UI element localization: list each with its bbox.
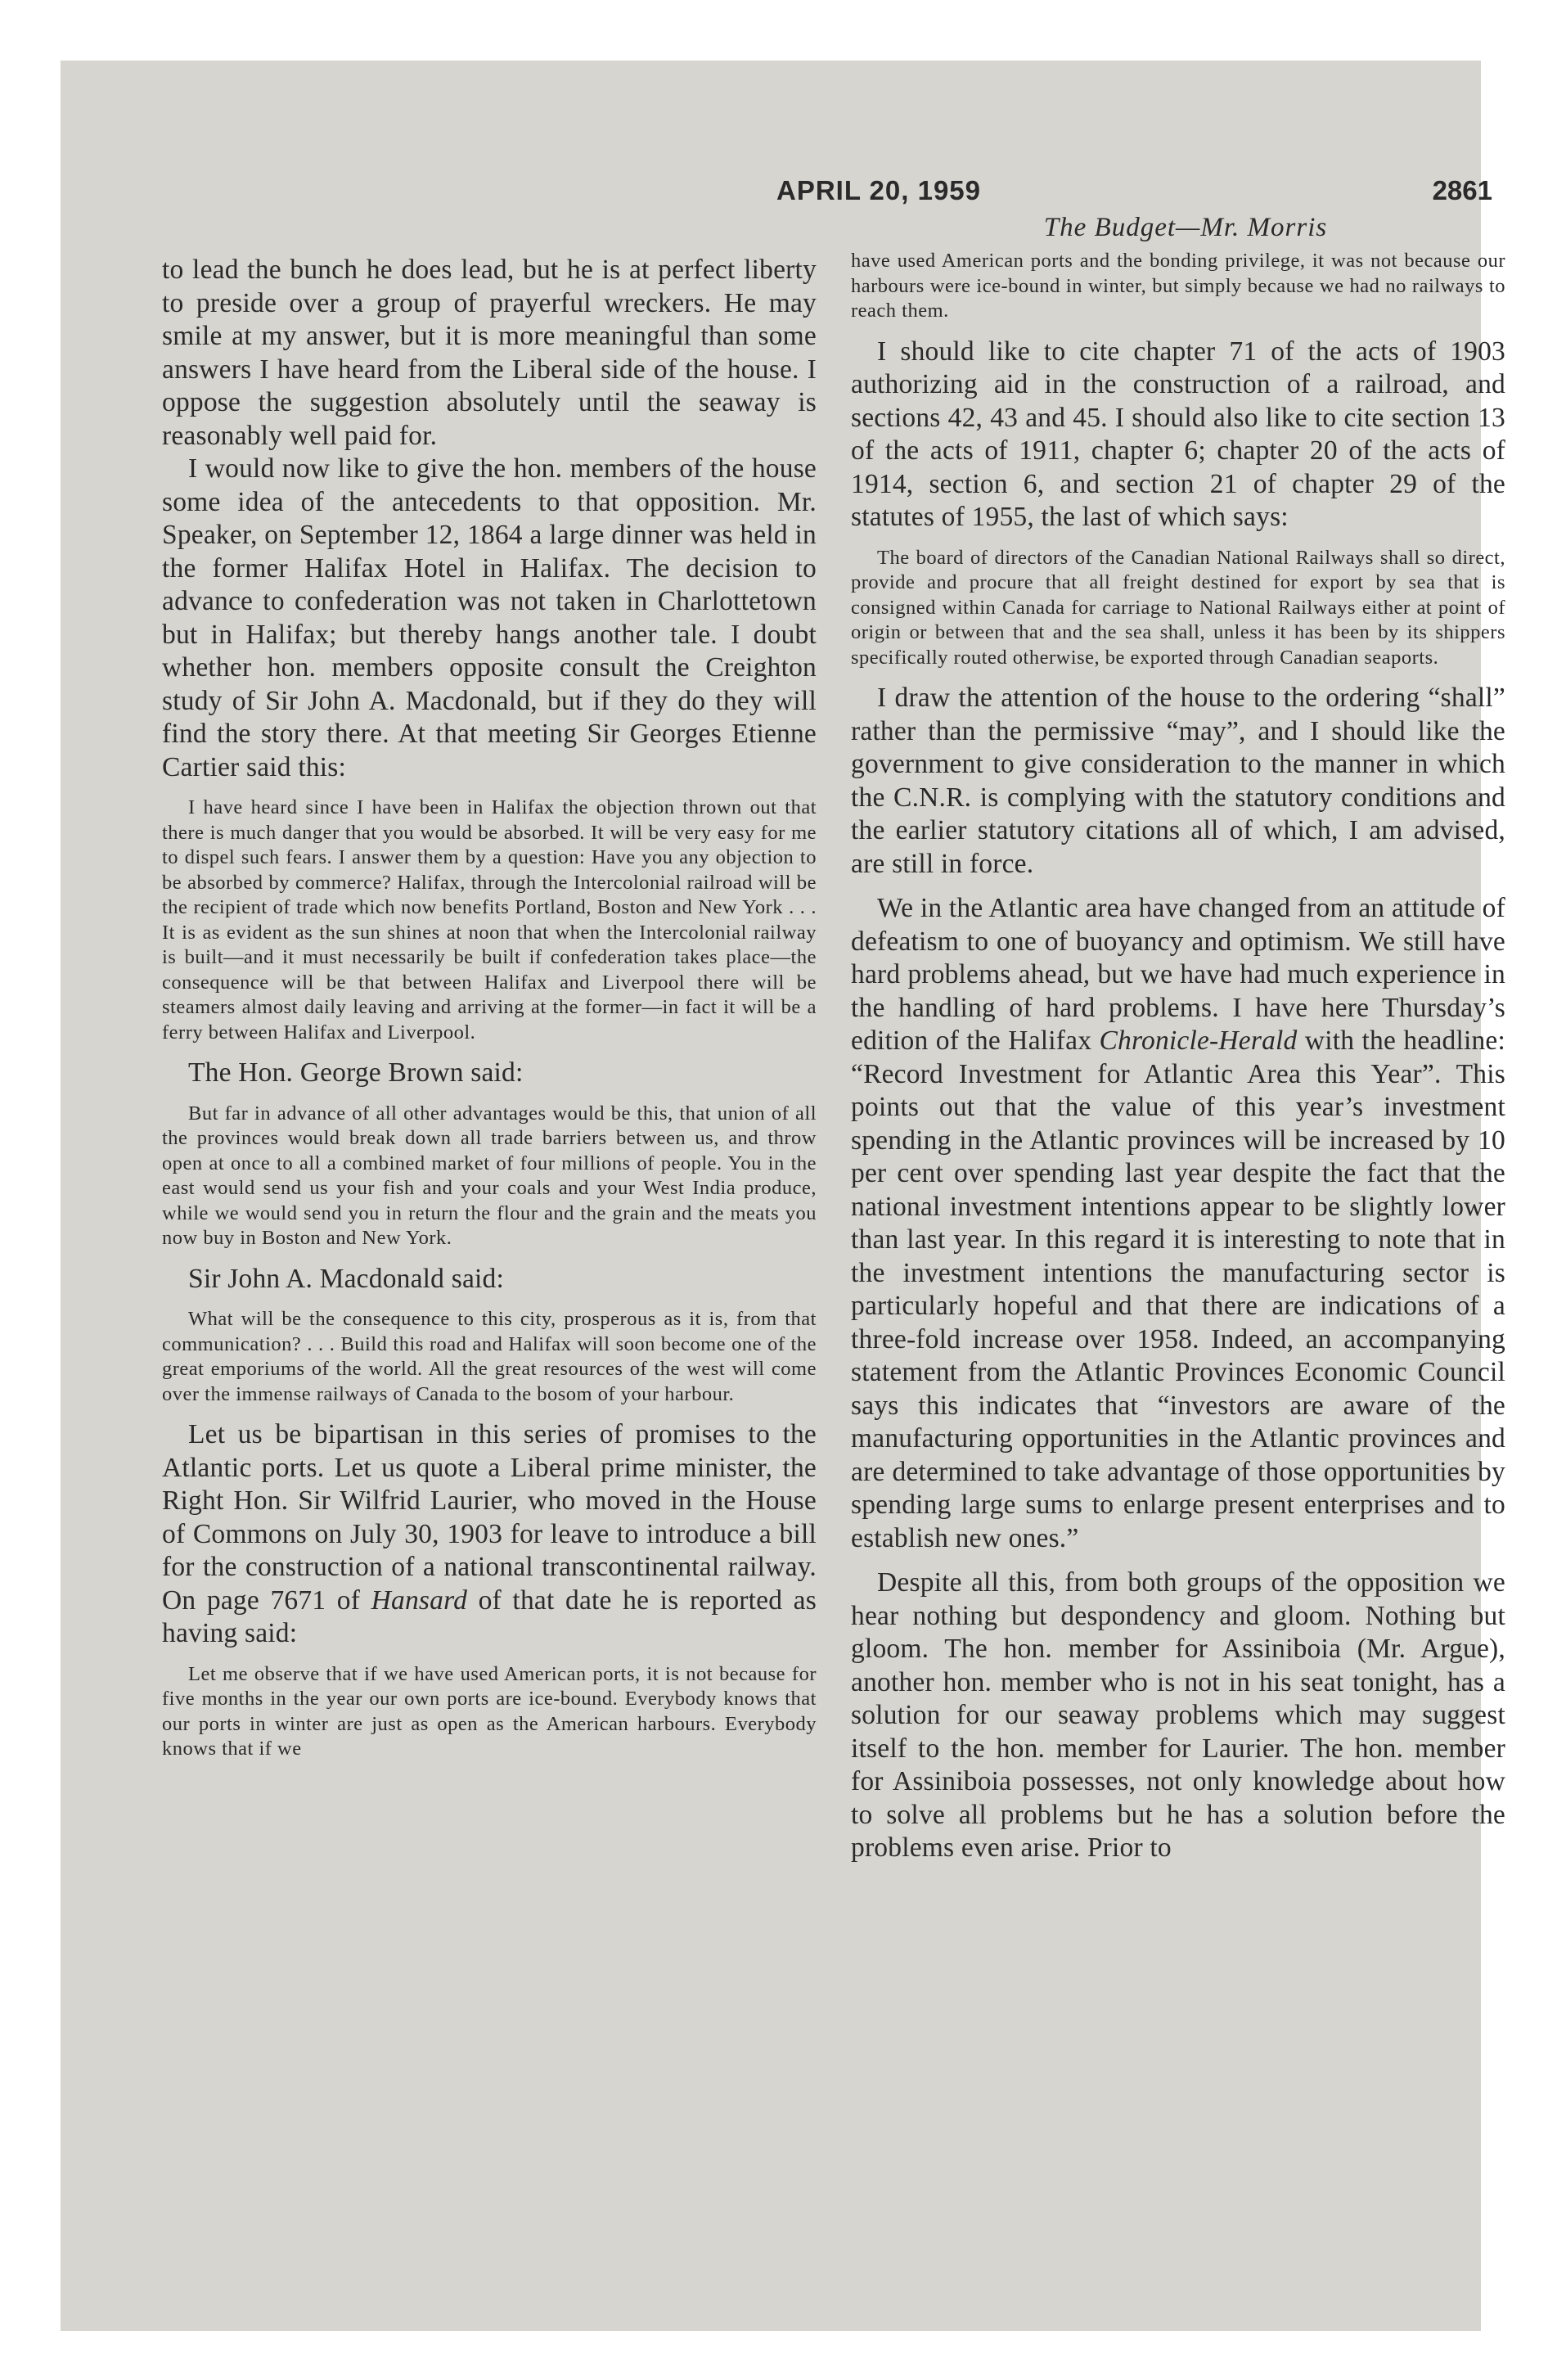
text-run: with the headline: “Record Investment for Atlantic Area this Year”. This points out that the value of this year’s investment spending in the Atlantic provinces will be increased by 10 per cent over spending last year despite the fact that the national investment intentions appear to be slightly lower than last year. In this regard it is interesting to note that in the investment intentions the manufacturing sector is particularly hopeful and that there are indications of a three-fold increase over 1958. Indeed, an accompanying statement from the Atlantic Provinces Economic Council says this indicates that “investors are aware of the manufacturing opportunities in the Atlantic provinces and are determined to take advantage of those opportunities by spending large sums to enlarge present enterprises and to establish new ones.” [851, 1025, 1505, 1553]
block-quote-continued: have used American ports and the bonding privilege, it was not because our harbours were ice-bound in winter, but simply because we had no railways to reach them. [851, 250, 1505, 322]
document-page [61, 61, 1505, 2331]
text-run: We in the Atlantic area have changed from an attitude of defeatism to one of buoyancy and optimism. We still have hard problems ahead, but we have had much experience in the handling of hard problems. I have here Thursday’s edition of the Halifax [851, 893, 1505, 1056]
scanned-page-background [61, 61, 1505, 2331]
paragraph [851, 892, 1505, 1555]
text-run: of that date he is reported as having said: [162, 1584, 817, 1648]
paragraph: to lead the bunch he does lead, but he is at perfect liberty to preside over a group of prayerful wreckers. He may smile at my answer, but it is more meaningful than some answers I have heard from the Liberal side of the house. I oppose the suggestion absolutely until the seaway is reasonably well paid for. [162, 255, 817, 451]
block-quote: I have heard since I have been in Halifax the objection thrown out that there is much danger that you would be absorbed. It will be very easy for me to dispel such fears. I answer them by a question: Have you any objection to be absorbed by commerce? Halifax, through the Intercolonial railroad will be the recipient of trade which now benefits Portland, Boston and New York . . . It is as evident as the sun shines at noon that when the Intercolonial railway is built—and it must necessarily be built if confederation takes place—the consequence will be that between Halifax and Liverpool there will be steamers almost daily leaving and arriving at the former—in fact it will be a ferry between Halifax and Liverpool. [162, 796, 817, 1044]
paragraph: I would now like to give the hon. members of the house some idea of the antecedents to that opposition. Mr. Speaker, on September 12, 1864 a large dinner was held in the former Halifax Hotel in Halifax. The decision to advance to confederation was not taken in Charlottetown but in Halifax; but thereby hangs another tale. I doubt whether hon. members opposite consult the Creighton study of Sir John A. Macdonald, but if they do they will find the story there. At that meeting Sir Georges Etienne Cartier said this: [162, 453, 817, 782]
speaker-intro: Sir John A. Macdonald said: [188, 1263, 504, 1294]
running-title: The Budget—Mr. Morris [1043, 213, 1328, 242]
italic-title: Chronicle-Herald [1099, 1025, 1298, 1056]
speaker-intro: The Hon. George Brown said: [188, 1057, 524, 1088]
italic-title: Hansard [371, 1584, 468, 1616]
block-quote: The board of directors of the Canadian National Railways shall so direct, provide and procure that all freight destined for export by sea that is consigned within Canada for carriage to National Railways either at point of origin or between that and the sea shall, unless it has been by its shippers specifically routed otherwise, be exported through Canadian seaports. [851, 546, 1505, 669]
paragraph: I should like to cite chapter 71 of the acts of 1903 authorizing aid in the construction of a railroad, and sections 42, 43 and 45. I should also like to cite section 13 of the acts of 1911, chapter 6; chapter 20 of the acts of 1914, section 6, and section 21 of chapter 29 of the statutes of 1955, the last of which says: [851, 336, 1505, 532]
header-date: APRIL 20, 1959 [776, 175, 982, 205]
page-number: 2861 [1432, 175, 1492, 205]
block-quote: What will be the consequence to this city, prosperous as it is, from that communication? . . . Build this road and Halifax will soon become one of the great emporiums of the world. All the great resources of the west will come over the immense railways of Canada to the bosom of your harbour. [162, 1308, 817, 1405]
paragraph: I draw the attention of the house to the ordering “shall” rather than the permissive “may”, and I should like the government to give consideration to the manner in which the C.N.R. is complying with the statutory conditions and the earlier statutory citations all of which, I am advised, are still in force. [851, 683, 1505, 879]
paragraph [162, 1418, 817, 1651]
block-quote: Let me observe that if we have used American ports, it is not because for five months in the year our own ports are ice-bound. Everybody knows that our ports in winter are just as open as the American harbours. Everybody knows that if we [162, 1662, 817, 1760]
block-quote: But far in advance of all other advantages would be this, that union of all the provinces would break down all trade barriers between us, and throw open at once to all a combined market of four millions of people. You in the east would send us your fish and your coals and your West India produce, while we would send you in return the flour and the grain and the meats you now buy in Boston and New York. [162, 1102, 817, 1249]
left-column [162, 254, 817, 1774]
right-column [851, 249, 1505, 1865]
paragraph: Despite all this, from both groups of the opposition we hear nothing but despondency and gloom. Nothing but gloom. The hon. member for Assiniboia (Mr. Argue), another hon. member who is not in his seat tonight, has a solution for our seaway problems which may suggest itself to the hon. member for Laurier. The hon. member for Assiniboia possesses, not only knowledge about how to solve all problems but he has a solution before the problems even arise. Prior to [851, 1567, 1505, 1863]
text-run: Let us be bipartisan in this series of promises to the Atlantic ports. Let us quote a Liberal prime minister, the Right Hon. Sir Wilfrid Laurier, who moved in the House of Commons on July 30, 1903 for leave to introduce a bill for the construction of a national transcontinental railway. On page 7671 of [162, 1419, 817, 1616]
